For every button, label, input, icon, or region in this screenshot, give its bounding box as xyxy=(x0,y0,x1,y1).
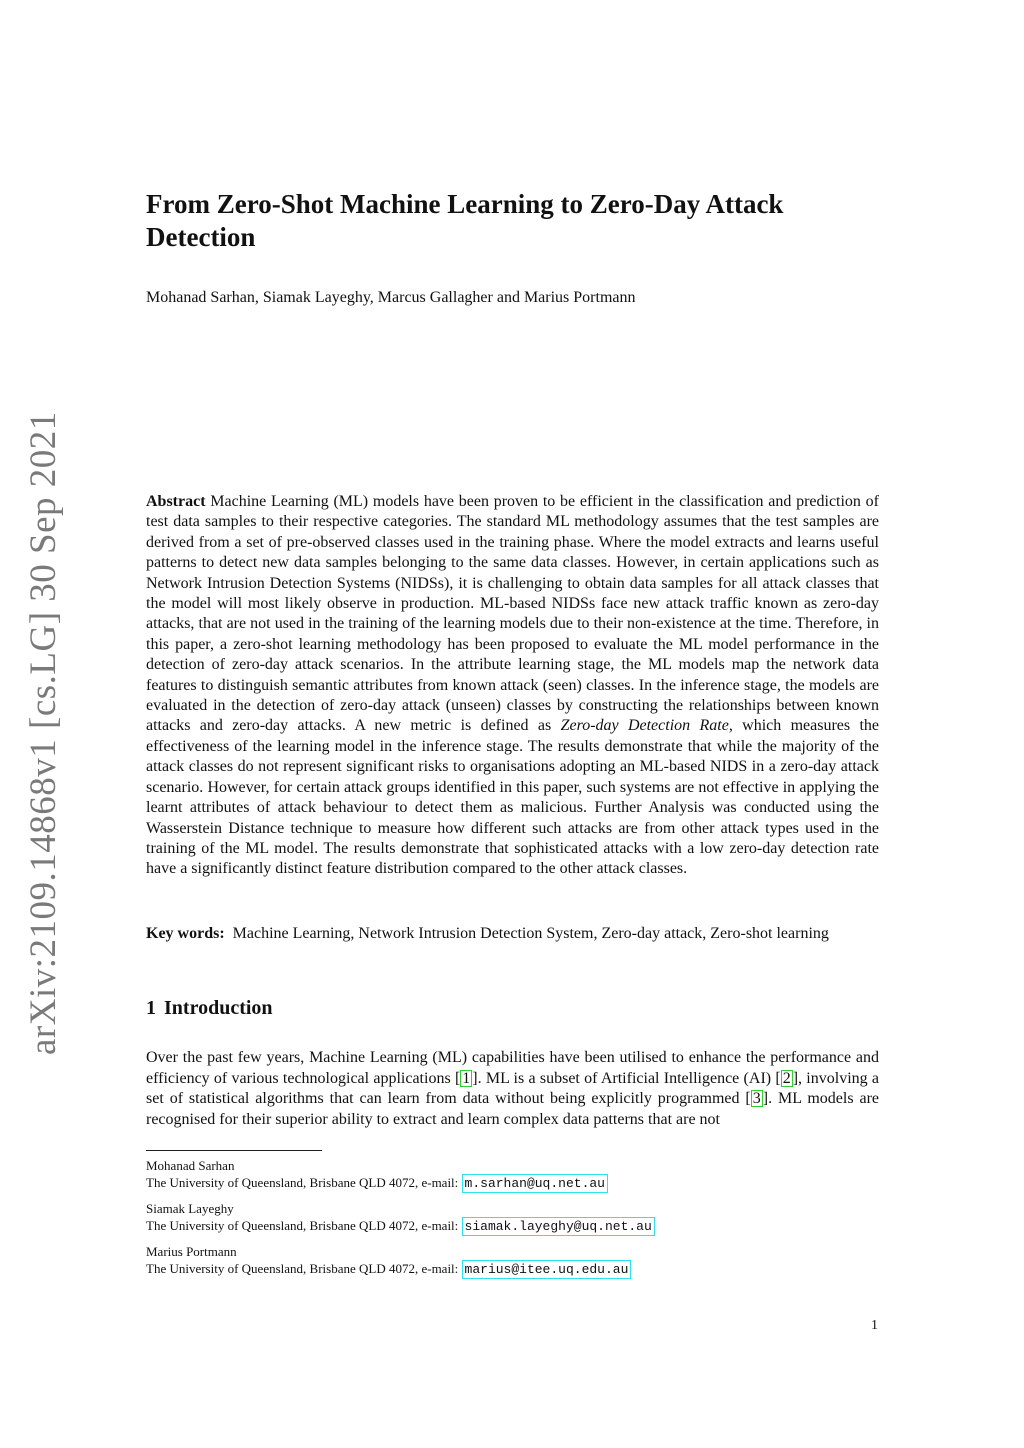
keywords-text: Machine Learning, Network Intrusion Detection System, Zero-day attack, Zero-shot learning xyxy=(232,925,829,942)
footnote-name: Marius Portmann xyxy=(146,1244,237,1259)
footnote-author-1 xyxy=(146,1157,608,1192)
citation-link-2[interactable]: 2 xyxy=(782,1069,791,1087)
abstract-text-end: , which measures the effectiveness of the learning model in the inference stage. The results demonstrate that while the majority of the attack classes do not represent significant risks to organisations adopting an ML-based NIDS in a zero-day attack scenario. However, for certain attack groups identified in this paper, such systems are not effective in applying the learnt attributes of attack behaviour to detect them as malicious. Further Analysis was conducted using the Wasserstein Distance technique to measure how different such attacks are from other attack types used in the training of the ML model. The results demonstrate that sophisticated attacks with a low zero-day detection rate have a significantly distinct feature distribution compared to the other attack classes. xyxy=(146,717,879,878)
section-title: Introduction xyxy=(164,997,273,1019)
email-link[interactable]: m.sarhan@uq.net.au xyxy=(462,1174,608,1193)
footnote-affiliation: The University of Queensland, Brisbane QLD 4072, e-mail: xyxy=(146,1261,459,1276)
intro-text-2: ]. ML is a subset of Artificial Intelligence (AI) [ xyxy=(472,1069,781,1087)
section-number: 1 xyxy=(146,997,156,1019)
footnote-name: Siamak Layeghy xyxy=(146,1201,234,1216)
arxiv-identifier-stamp: arXiv:2109.14868v1 [cs.LG] 30 Sep 2021 xyxy=(23,411,64,1055)
citation-link-3[interactable]: 3 xyxy=(752,1090,761,1108)
paper-title: From Zero-Shot Machine Learning to Zero-Day Attack Detection xyxy=(146,189,784,252)
introduction-paragraph xyxy=(146,1048,879,1130)
keywords-label: Key words: xyxy=(146,925,225,942)
email-link[interactable]: siamak.layeghy@uq.net.au xyxy=(462,1217,655,1236)
abstract-paragraph xyxy=(146,492,879,880)
email-link[interactable]: marius@itee.uq.edu.au xyxy=(462,1260,632,1279)
page-number: 1 xyxy=(871,1318,878,1333)
author-list: Mohanad Sarhan, Siamak Layeghy, Marcus Gallagher and Marius Portmann xyxy=(146,289,636,306)
footnote-name: Mohanad Sarhan xyxy=(146,1158,235,1173)
intro-text-3: ], involving a set of statistical algorithms that can learn from data without being explicitly programmed [ xyxy=(146,1069,880,1108)
abstract-emphasis: Zero-day Detection Rate xyxy=(560,717,729,735)
abstract-text-start: Machine Learning (ML) models have been proven to be efficient in the classification and prediction of test data samples to their respective categories. The standard ML methodology assumes that the test samples are derived from a set of pre-observed classes used in the training phase. Where the model extracts and learns useful patterns to detect new data samples belonging to the same data classes. However, in certain applications such as Network Intrusion Detection Systems (NIDSs), it is challenging to obtain data samples for all attack classes that the model will most likely observe in production. ML-based NIDSs face new attack traffic known as zero-day attacks, that are not used in the training of the learning models due to their non-existence at the time. Therefore, in this paper, a zero-shot learning methodology has been proposed to evaluate the ML model performance in the detection of zero-day attack scenarios. In the attribute learning stage, the ML models map the network data features to distinguish semantic attributes from known attack (seen) classes. In the inference stage, the models are evaluated in the detection of zero-day attack (unseen) classes by constructing the relationships between known attacks and zero-day attacks. A new metric is defined as xyxy=(146,493,879,735)
footnote-affiliation: The University of Queensland, Brisbane QLD 4072, e-mail: xyxy=(146,1175,459,1190)
citation-link-1[interactable]: 1 xyxy=(462,1069,471,1087)
intro-text-1: Over the past few years, Machine Learning (ML) capabilities have been utilised to enhance the performance and efficiency of various technological applications [ xyxy=(146,1049,879,1087)
footnote-author-3 xyxy=(146,1243,631,1278)
footnote-divider xyxy=(146,1150,322,1151)
abstract-label: Abstract xyxy=(146,493,206,510)
footnote-affiliation: The University of Queensland, Brisbane QLD 4072, e-mail: xyxy=(146,1218,459,1233)
keywords-line xyxy=(146,925,879,943)
footnote-author-2 xyxy=(146,1200,655,1235)
intro-text-4: ]. ML models are recognised for their superior ability to extract and learn complex data patterns that are not xyxy=(146,1090,880,1128)
section-heading-introduction xyxy=(146,997,273,1020)
